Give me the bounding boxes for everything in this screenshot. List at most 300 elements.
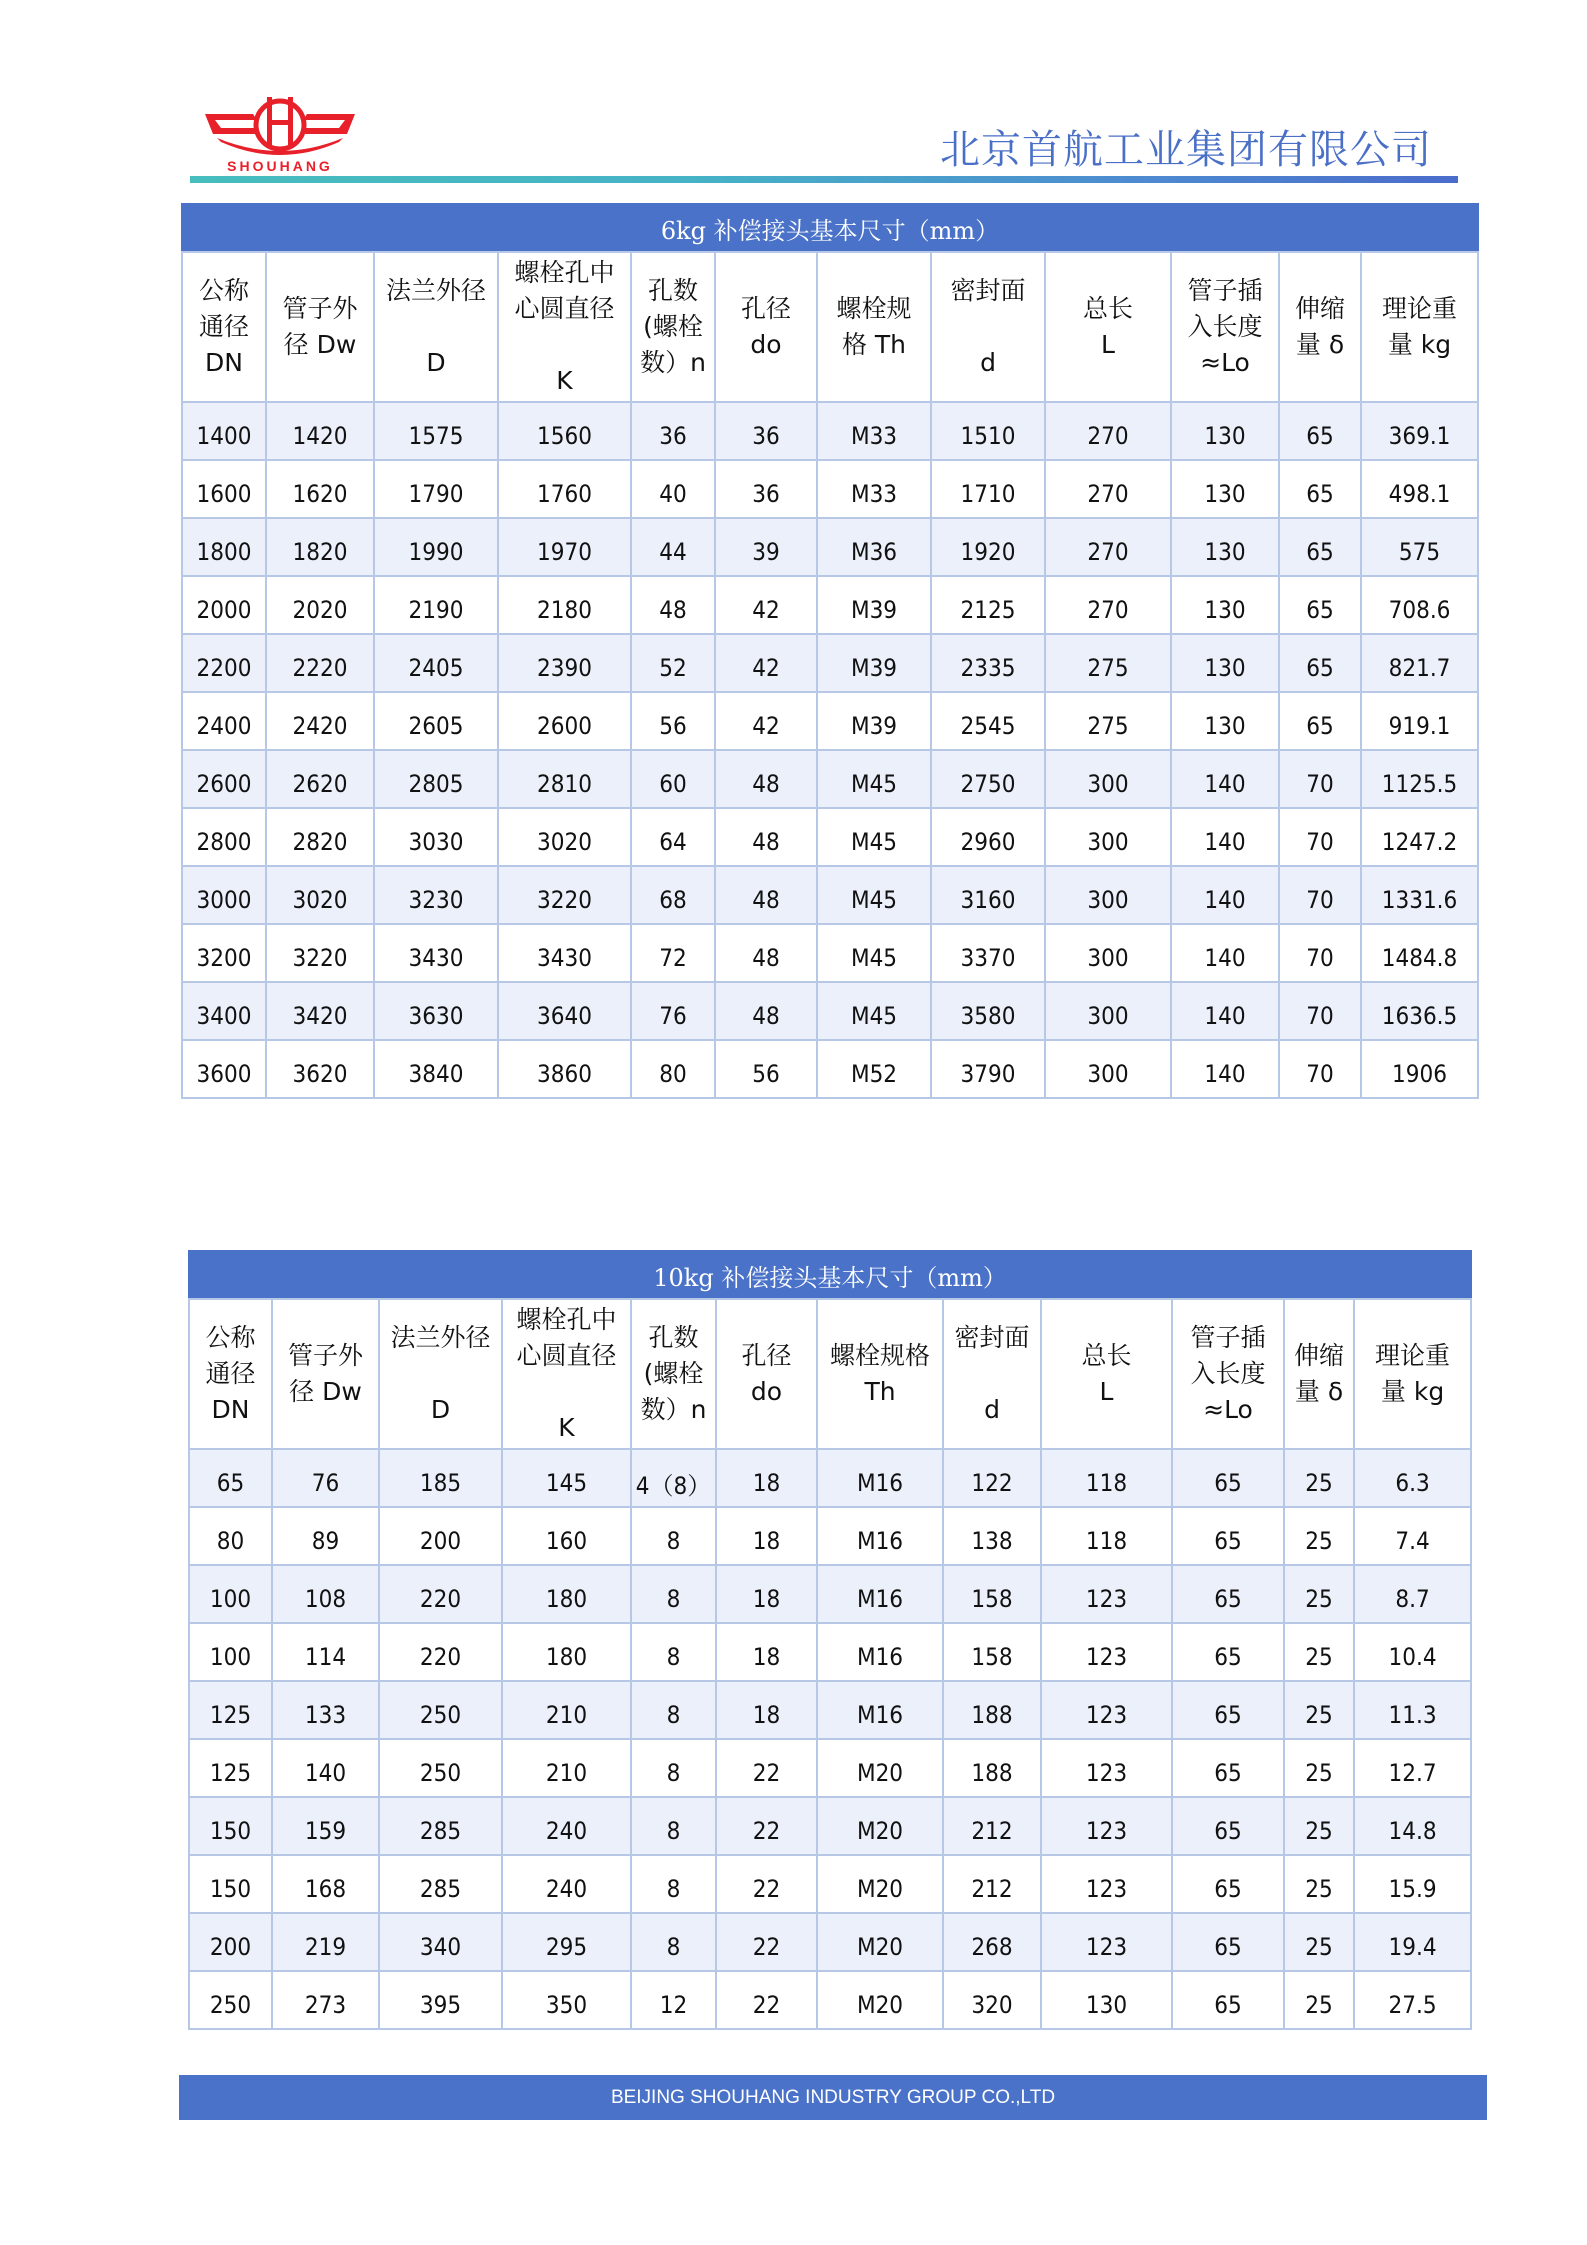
col-header-k: 螺栓孔中 心圆直径 K [502,1299,631,1449]
table-row [189,1971,1471,2029]
table-cell: 8 [631,1913,716,1971]
table-cell: 14.8 [1354,1797,1471,1855]
table-cell: 27.5 [1354,1971,1471,2029]
table-cell: 39 [715,518,817,576]
table-cell: 1331.6 [1361,866,1478,924]
spec-table-6kg [181,203,1479,1099]
table-cell: 220 [379,1565,502,1623]
table-cell: 7.4 [1354,1507,1471,1565]
table-cell: 19.4 [1354,1913,1471,1971]
col-header-n: 孔数 (螺栓 数）n [631,1299,716,1449]
table-cell: 8 [631,1739,716,1797]
table-cell: 125 [189,1681,272,1739]
table-cell: 123 [1041,1739,1172,1797]
table-cell: 2810 [498,750,631,808]
table-cell: 270 [1045,460,1171,518]
table-cell: 22 [716,1855,817,1913]
table-cell: 65 [1172,1971,1284,2029]
table-cell: 340 [379,1913,502,1971]
col-header-d-seal: 密封面 d [931,252,1045,402]
table-cell: 65 [1279,460,1361,518]
table-cell: 285 [379,1855,502,1913]
table-cell: 200 [189,1913,272,1971]
table-cell: 25 [1284,1971,1354,2029]
table-cell: 3860 [498,1040,631,1098]
table-cell: 1420 [266,402,374,460]
table-cell: 498.1 [1361,460,1478,518]
table-cell: 250 [189,1971,272,2029]
table-cell: M33 [817,460,931,518]
table-cell: 3630 [374,982,498,1040]
table-cell: 188 [943,1681,1041,1739]
table-row [182,460,1478,518]
table-cell: 22 [716,1797,817,1855]
table-cell: 36 [715,460,817,518]
table-cell: 821.7 [1361,634,1478,692]
table-cell: 3580 [931,982,1045,1040]
table-cell: 2020 [266,576,374,634]
table-cell: 1820 [266,518,374,576]
table-cell: 2190 [374,576,498,634]
table-row [182,402,1478,460]
table-cell: 2405 [374,634,498,692]
table-title: 6kg 补偿接头基本尺寸（mm） [182,204,1478,252]
table-cell: 1760 [498,460,631,518]
table-cell: 1125.5 [1361,750,1478,808]
table-cell: 18 [716,1565,817,1623]
table-cell: 52 [631,634,715,692]
col-header-l: 总长 L [1045,252,1171,402]
table-cell: 70 [1279,866,1361,924]
table-cell: 2200 [182,634,266,692]
table-cell: 212 [943,1797,1041,1855]
table-cell: 3620 [266,1040,374,1098]
table-cell: M16 [817,1681,943,1739]
col-header-weight: 理论重 量 kg [1361,252,1478,402]
col-header-dn: 公称 通径 DN [182,252,266,402]
table-cell: 1484.8 [1361,924,1478,982]
table-row [182,576,1478,634]
table-cell: 3790 [931,1040,1045,1098]
table-cell: 708.6 [1361,576,1478,634]
table-cell: 25 [1284,1681,1354,1739]
table-cell: 919.1 [1361,692,1478,750]
table-cell: 10.4 [1354,1623,1471,1681]
table-cell: 65 [1172,1565,1284,1623]
table-cell: 138 [943,1507,1041,1565]
table-cell: 133 [272,1681,379,1739]
table-cell: 65 [1172,1623,1284,1681]
table-cell: M20 [817,1739,943,1797]
table-cell: 1400 [182,402,266,460]
table-cell: 2000 [182,576,266,634]
table-cell: 2180 [498,576,631,634]
table-cell: 8 [631,1797,716,1855]
table-cell: 3420 [266,982,374,1040]
table-cell: 210 [502,1739,631,1797]
table-cell: 1560 [498,402,631,460]
table-row [189,1797,1471,1855]
table-cell: 8.7 [1354,1565,1471,1623]
table-cell: 2545 [931,692,1045,750]
col-header-delta: 伸缩 量 δ [1279,252,1361,402]
table-cell: M52 [817,1040,931,1098]
col-header-lo: 管子插 入长度 ≈Lo [1172,1299,1284,1449]
table-cell: 300 [1045,982,1171,1040]
table-cell: 180 [502,1565,631,1623]
table-cell: M20 [817,1797,943,1855]
table-cell: 575 [1361,518,1478,576]
table-cell: 180 [502,1623,631,1681]
col-header-dw: 管子外 径 Dw [272,1299,379,1449]
table-cell: 2420 [266,692,374,750]
table-cell: 8 [631,1855,716,1913]
table-cell: 270 [1045,576,1171,634]
table-cell: 158 [943,1623,1041,1681]
table-cell: 273 [272,1971,379,2029]
table-cell: 118 [1041,1507,1172,1565]
table-cell: 270 [1045,518,1171,576]
table-cell: 240 [502,1855,631,1913]
table-cell: 300 [1045,808,1171,866]
table-cell: 65 [1172,1507,1284,1565]
table-cell: M20 [817,1913,943,1971]
table-cell: 240 [502,1797,631,1855]
table-cell: 3220 [266,924,374,982]
table-cell: 1790 [374,460,498,518]
table-cell: 140 [1171,866,1279,924]
table-cell: 2600 [498,692,631,750]
table-cell: 65 [1172,1797,1284,1855]
table-cell: 11.3 [1354,1681,1471,1739]
table-cell: 3370 [931,924,1045,982]
table-cell: 3020 [498,808,631,866]
table-cell: 1990 [374,518,498,576]
table-cell: 114 [272,1623,379,1681]
table-cell: 44 [631,518,715,576]
table-cell: 1920 [931,518,1045,576]
table-cell: 2960 [931,808,1045,866]
table-cell: 130 [1171,634,1279,692]
table-cell: M20 [817,1971,943,2029]
table-cell: 6.3 [1354,1449,1471,1507]
table-cell: 65 [1279,402,1361,460]
col-header-lo: 管子插 入长度 ≈Lo [1171,252,1279,402]
table-cell: 188 [943,1739,1041,1797]
table-cell: 130 [1171,460,1279,518]
table-row [189,1681,1471,1739]
col-header-k: 螺栓孔中 心圆直径 K [498,252,631,402]
col-header-th: 螺栓规 格 Th [817,252,931,402]
table-cell: 200 [379,1507,502,1565]
table-cell: M45 [817,982,931,1040]
table-cell: 1510 [931,402,1045,460]
table-cell: 70 [1279,750,1361,808]
table-cell: M16 [817,1623,943,1681]
logo-wordmark: SHOUHANG [227,158,333,174]
table-cell: 160 [502,1507,631,1565]
table-cell: M39 [817,576,931,634]
table-cell: 100 [189,1565,272,1623]
table-cell: 3200 [182,924,266,982]
table-cell: 56 [631,692,715,750]
company-logo [205,92,355,172]
table-cell: 12 [631,1971,716,2029]
company-name-heading: 北京首航工业集团有限公司 [940,127,1432,173]
table-cell: 1710 [931,460,1045,518]
table-cell: 3400 [182,982,266,1040]
table-cell: 89 [272,1507,379,1565]
table-cell: M16 [817,1565,943,1623]
table-row [182,634,1478,692]
col-header-dn: 公称 通径 DN [189,1299,272,1449]
table-cell: 3160 [931,866,1045,924]
table-cell: 65 [1172,1913,1284,1971]
table-cell: 48 [715,982,817,1040]
table-cell: 100 [189,1623,272,1681]
table-cell: 275 [1045,692,1171,750]
table-cell: 25 [1284,1623,1354,1681]
table-cell: 3000 [182,866,266,924]
table-cell: 8 [631,1623,716,1681]
table-cell: 212 [943,1855,1041,1913]
table-cell: 25 [1284,1507,1354,1565]
table-cell: M33 [817,402,931,460]
table-cell: 220 [379,1623,502,1681]
table-cell: 2820 [266,808,374,866]
table-cell: 2400 [182,692,266,750]
table-row [182,750,1478,808]
table-cell: 70 [1279,924,1361,982]
table-cell: 185 [379,1449,502,1507]
table-cell: 1906 [1361,1040,1478,1098]
table-cell: 65 [1172,1855,1284,1913]
table-cell: M16 [817,1507,943,1565]
table-cell: 56 [715,1040,817,1098]
table-cell: 36 [715,402,817,460]
table-cell: 300 [1045,866,1171,924]
table-cell: 2605 [374,692,498,750]
table-cell: 3430 [498,924,631,982]
table-cell: 108 [272,1565,379,1623]
table-cell: 48 [715,866,817,924]
table-cell: 80 [189,1507,272,1565]
table-cell: M20 [817,1855,943,1913]
table-cell: 150 [189,1855,272,1913]
table-cell: 130 [1041,1971,1172,2029]
table-body [189,1449,1471,2029]
table-cell: 22 [716,1971,817,2029]
table-row [189,1449,1471,1507]
table-cell: 1620 [266,460,374,518]
table-row [182,692,1478,750]
table-cell: 140 [1171,808,1279,866]
table-row [189,1623,1471,1681]
footer-banner: BEIJING SHOUHANG INDUSTRY GROUP CO.,LTD [179,2075,1487,2120]
table-cell: 3430 [374,924,498,982]
table-cell: 18 [716,1681,817,1739]
table-cell: 48 [715,924,817,982]
table-cell: 1600 [182,460,266,518]
table-cell: 42 [715,576,817,634]
table-cell: 40 [631,460,715,518]
table-cell: 48 [715,808,817,866]
table-row [189,1913,1471,1971]
table-cell: M45 [817,924,931,982]
table-cell: 159 [272,1797,379,1855]
table-cell: 395 [379,1971,502,2029]
table-cell: 1800 [182,518,266,576]
table-cell: 268 [943,1913,1041,1971]
table-cell: 3600 [182,1040,266,1098]
col-header-d-flange: 法兰外径 D [374,252,498,402]
table-cell: M39 [817,634,931,692]
table-cell: 3840 [374,1040,498,1098]
table-cell: 4（8） [631,1449,716,1507]
header-divider [190,176,1458,183]
table-cell: 3640 [498,982,631,1040]
col-header-d-seal: 密封面 d [943,1299,1041,1449]
table-cell: 123 [1041,1565,1172,1623]
table-body [182,402,1478,1098]
table-cell: 76 [272,1449,379,1507]
table-cell: 122 [943,1449,1041,1507]
table-cell: 275 [1045,634,1171,692]
table-cell: 8 [631,1565,716,1623]
table-cell: 15.9 [1354,1855,1471,1913]
table-cell: M16 [817,1449,943,1507]
table-cell: 36 [631,402,715,460]
col-header-th: 螺栓规格 Th [817,1299,943,1449]
table-cell: 140 [272,1739,379,1797]
table-cell: M36 [817,518,931,576]
col-header-d-flange: 法兰外径 D [379,1299,502,1449]
table-cell: 1636.5 [1361,982,1478,1040]
table-cell: 210 [502,1681,631,1739]
table-cell: 72 [631,924,715,982]
table-cell: 285 [379,1797,502,1855]
table-header-row [189,1299,1471,1449]
table-cell: M45 [817,750,931,808]
table-cell: 350 [502,1971,631,2029]
table-cell: 140 [1171,1040,1279,1098]
table-cell: 2390 [498,634,631,692]
table-cell: 123 [1041,1855,1172,1913]
table-cell: 18 [716,1507,817,1565]
table-cell: 65 [1172,1681,1284,1739]
table-cell: 65 [1279,576,1361,634]
table-cell: 48 [715,750,817,808]
table-cell: 25 [1284,1449,1354,1507]
table-cell: 158 [943,1565,1041,1623]
table-cell: 65 [1172,1449,1284,1507]
table-cell: 70 [1279,1040,1361,1098]
table-cell: M39 [817,692,931,750]
table-cell: 12.7 [1354,1739,1471,1797]
table-cell: 25 [1284,1565,1354,1623]
table-cell: 2600 [182,750,266,808]
table-cell: 2335 [931,634,1045,692]
table-cell: 2750 [931,750,1045,808]
table-cell: 42 [715,634,817,692]
table-cell: 8 [631,1507,716,1565]
table-row [189,1565,1471,1623]
col-header-do: 孔径 do [716,1299,817,1449]
table-cell: 1575 [374,402,498,460]
table-cell: 25 [1284,1739,1354,1797]
table-cell: 145 [502,1449,631,1507]
table-cell: 70 [1279,808,1361,866]
table-cell: 123 [1041,1797,1172,1855]
table-cell: 2800 [182,808,266,866]
table-title: 10kg 补偿接头基本尺寸（mm） [189,1251,1471,1299]
table-header-row [182,252,1478,402]
table-cell: 140 [1171,924,1279,982]
table-cell: 125 [189,1739,272,1797]
table-cell: 42 [715,692,817,750]
table-cell: 300 [1045,750,1171,808]
table-cell: 130 [1171,692,1279,750]
table-cell: 320 [943,1971,1041,2029]
table-cell: 150 [189,1797,272,1855]
table-cell: 300 [1045,924,1171,982]
table-cell: 22 [716,1913,817,1971]
table-cell: 3220 [498,866,631,924]
col-header-l: 总长 L [1041,1299,1172,1449]
table-cell: 123 [1041,1681,1172,1739]
table-cell: 65 [1279,518,1361,576]
table-cell: 25 [1284,1797,1354,1855]
table-cell: 250 [379,1739,502,1797]
table-row [189,1855,1471,1913]
table-cell: 140 [1171,982,1279,1040]
table-cell: 65 [189,1449,272,1507]
table-row [189,1507,1471,1565]
table-cell: 80 [631,1040,715,1098]
col-header-weight: 理论重 量 kg [1354,1299,1471,1449]
table-cell: 68 [631,866,715,924]
table-cell: 22 [716,1739,817,1797]
table-cell: 1247.2 [1361,808,1478,866]
table-cell: 270 [1045,402,1171,460]
table-cell: 64 [631,808,715,866]
table-cell: 130 [1171,402,1279,460]
table-cell: 65 [1172,1739,1284,1797]
table-row [182,808,1478,866]
table-row [182,518,1478,576]
table-cell: 369.1 [1361,402,1478,460]
table-row [182,982,1478,1040]
table-cell: 130 [1171,576,1279,634]
table-cell: 3030 [374,808,498,866]
table-row [182,1040,1478,1098]
shouhang-emblem-icon [205,92,355,158]
col-header-do: 孔径 do [715,252,817,402]
table-cell: 130 [1171,518,1279,576]
col-header-dw: 管子外 径 Dw [266,252,374,402]
table-cell: 48 [631,576,715,634]
table-cell: 3020 [266,866,374,924]
table-cell: 140 [1171,750,1279,808]
col-header-n: 孔数 (螺栓 数）n [631,252,715,402]
table-cell: 300 [1045,1040,1171,1098]
table-cell: 65 [1279,634,1361,692]
table-cell: 1970 [498,518,631,576]
table-cell: 3230 [374,866,498,924]
table-cell: 2805 [374,750,498,808]
table-cell: 25 [1284,1913,1354,1971]
table-cell: M45 [817,808,931,866]
